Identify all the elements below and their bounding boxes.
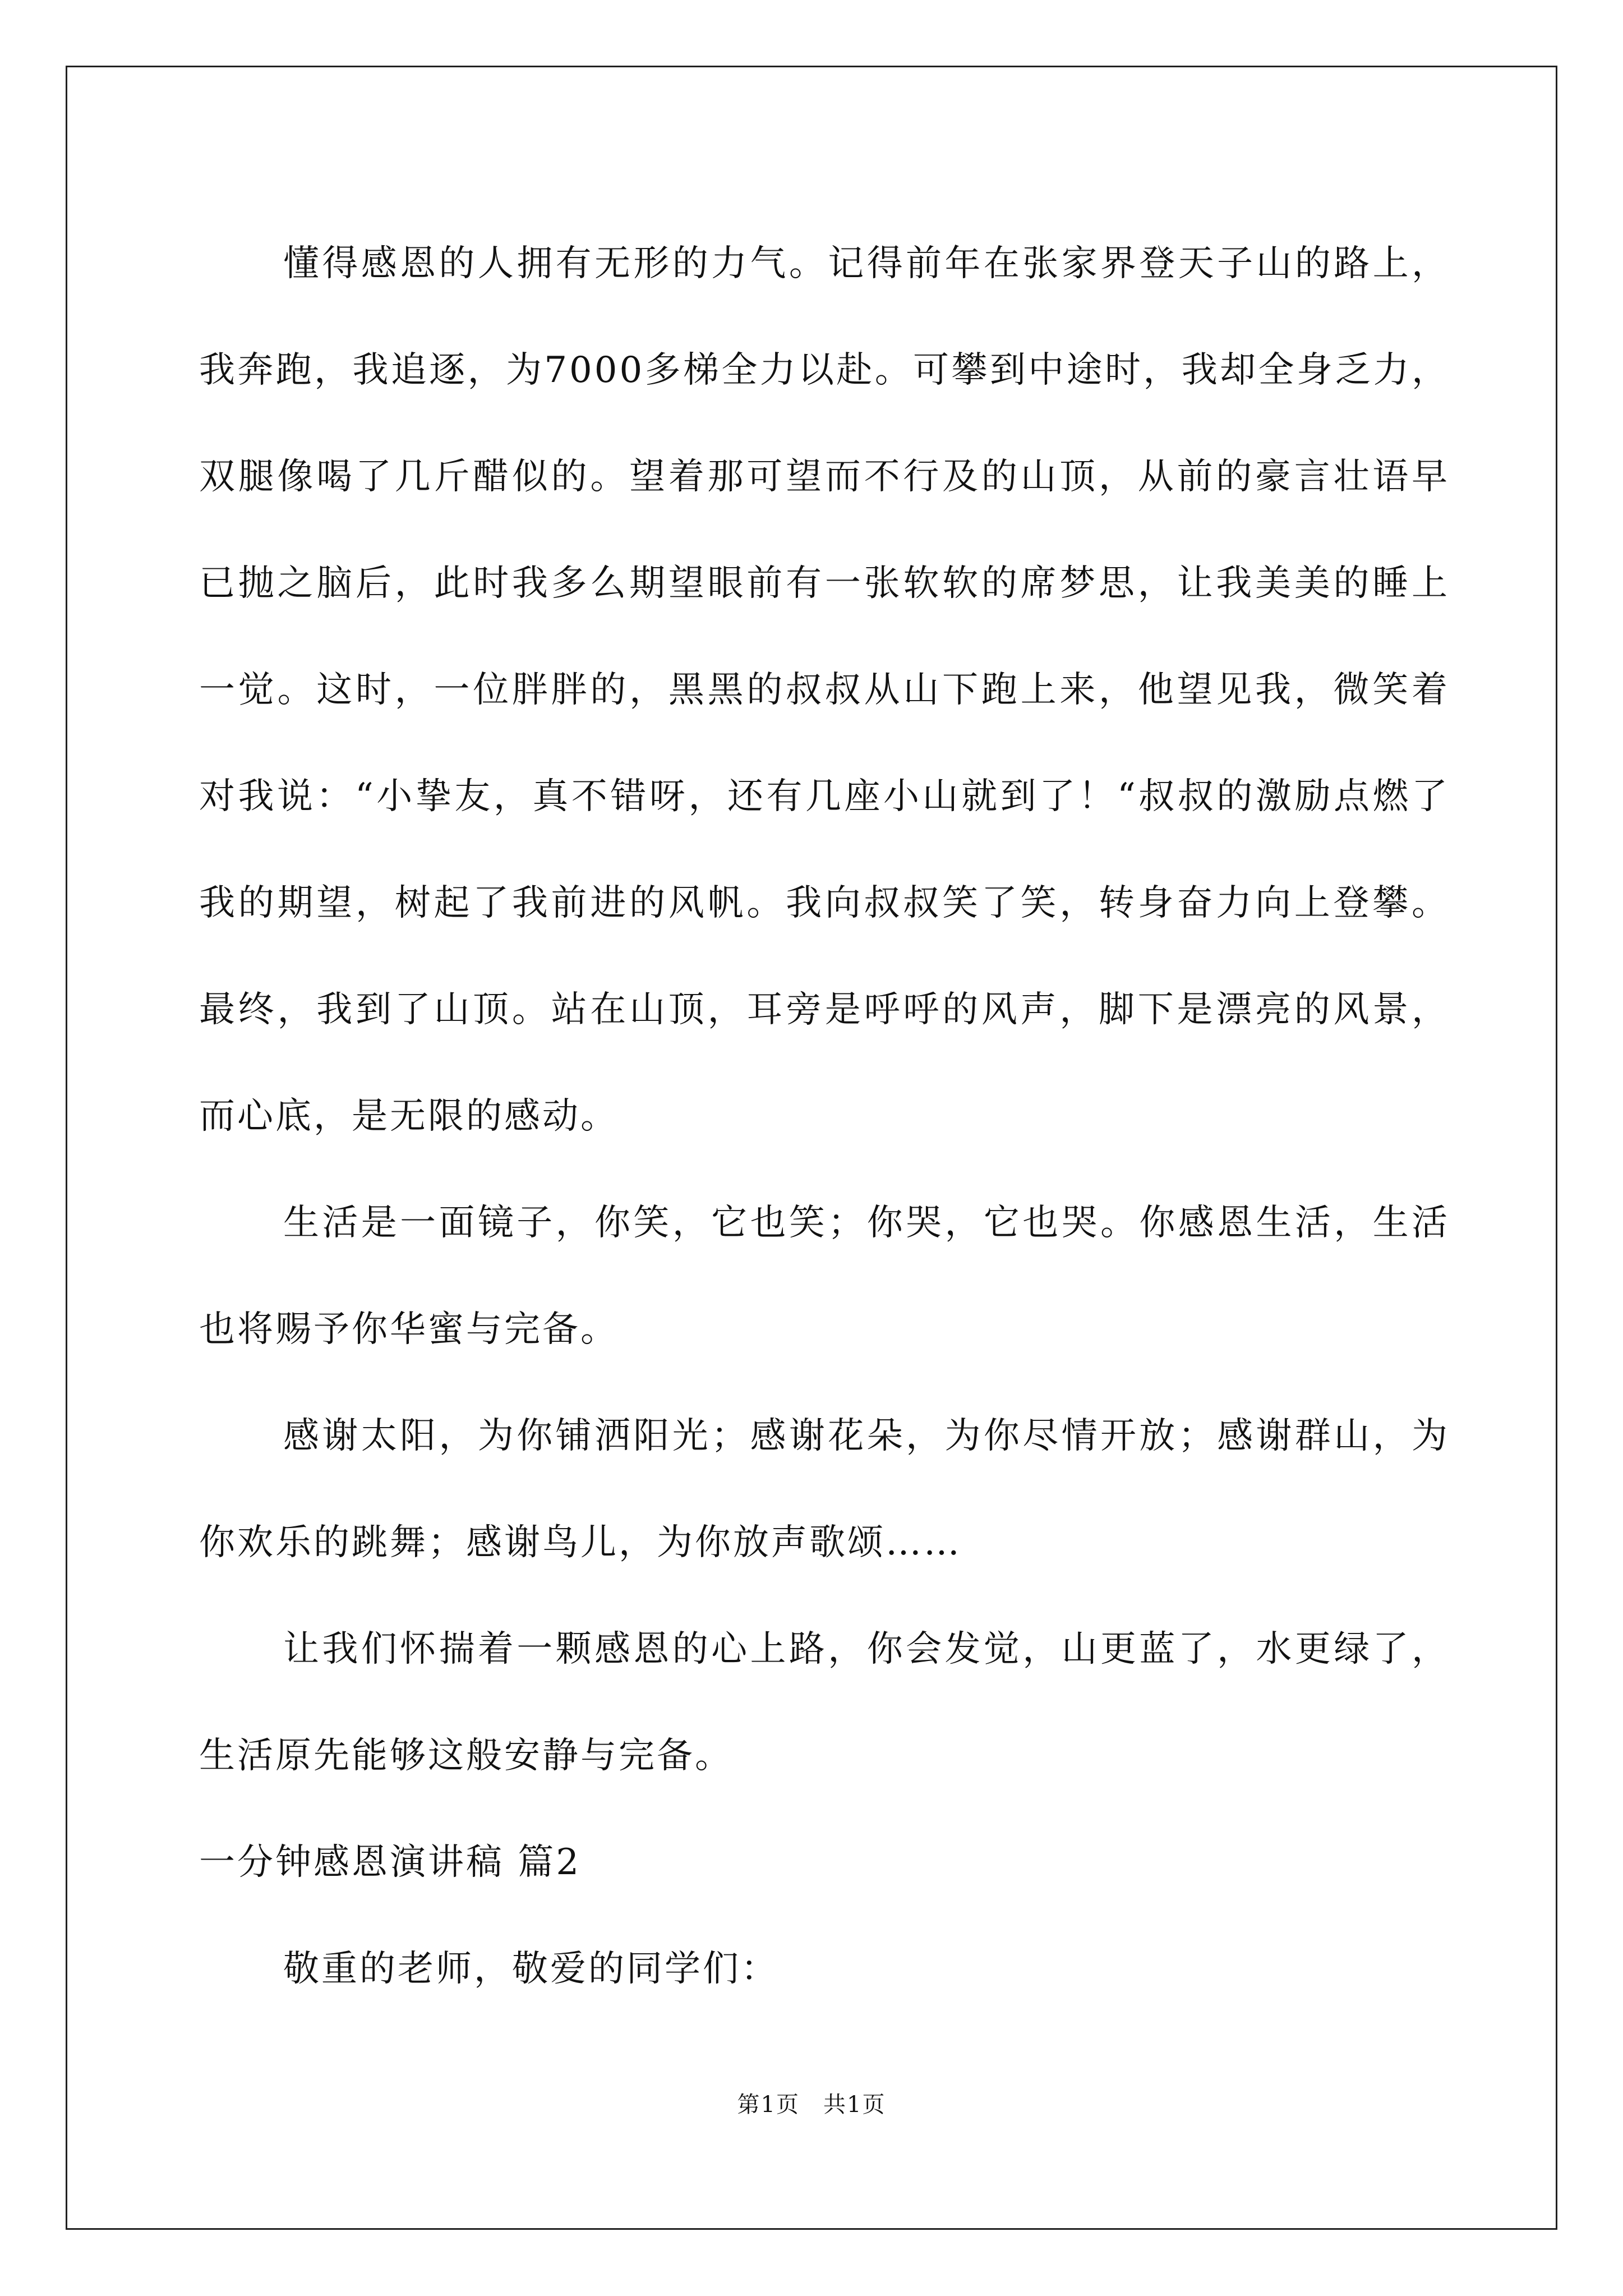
paragraph-life-mirror: 生活是一面镜子，你笑，它也笑；你哭，它也哭。你感恩生活，生活也将赐予你华蜜与完备。 <box>199 1202 1450 1350</box>
paragraph-gratitude-story: 懂得感恩的人拥有无形的力气。记得前年在张家界登天子山的路上，我奔跑，我追逐，为7000多梯全力以赴。可攀到中途时，我却全身乏力，双腿像喝了几斤醋似的。望着那可望而不行及的山顶，从前的豪言壮语早已抛之脑后，此时我多么期望眼前有一张软软的席梦思，让我美美的睡上一觉。这时，一位胖胖的，黑黑的叔叔从山下跑上来，他望见我，微笑着对我说：“小挚友，真不错呀，还有几座小山就到了！“叔叔的激励点燃了我的期望，树起了我前进的风帆。我向叔叔笑了笑，转身奋力向上登攀。最终，我到了山顶。站在山顶，耳旁是呼呼的风声，脚下是漂亮的风景，而心底，是无限的感动。 <box>199 243 1450 1137</box>
paragraph-thanks-list: 感谢太阳，为你铺洒阳光；感谢花朵，为你尽情开放；感谢群山，为你欢乐的跳舞；感谢鸟儿，为你放声歌颂…… <box>199 1415 1450 1563</box>
page-number-footer: 第1页 共1页 <box>737 2092 886 2118</box>
paragraph-closing: 让我们怀揣着一颗感恩的心上路，你会发觉，山更蓝了，水更绿了，生活原先能够这般安静与完备。 <box>199 1628 1450 1777</box>
document-body <box>199 210 1450 2022</box>
section-heading: 一分钟感恩演讲稿 篇2 <box>199 1842 582 1883</box>
greeting-line: 敬重的老师，敬爱的同学们： <box>283 1948 779 1990</box>
